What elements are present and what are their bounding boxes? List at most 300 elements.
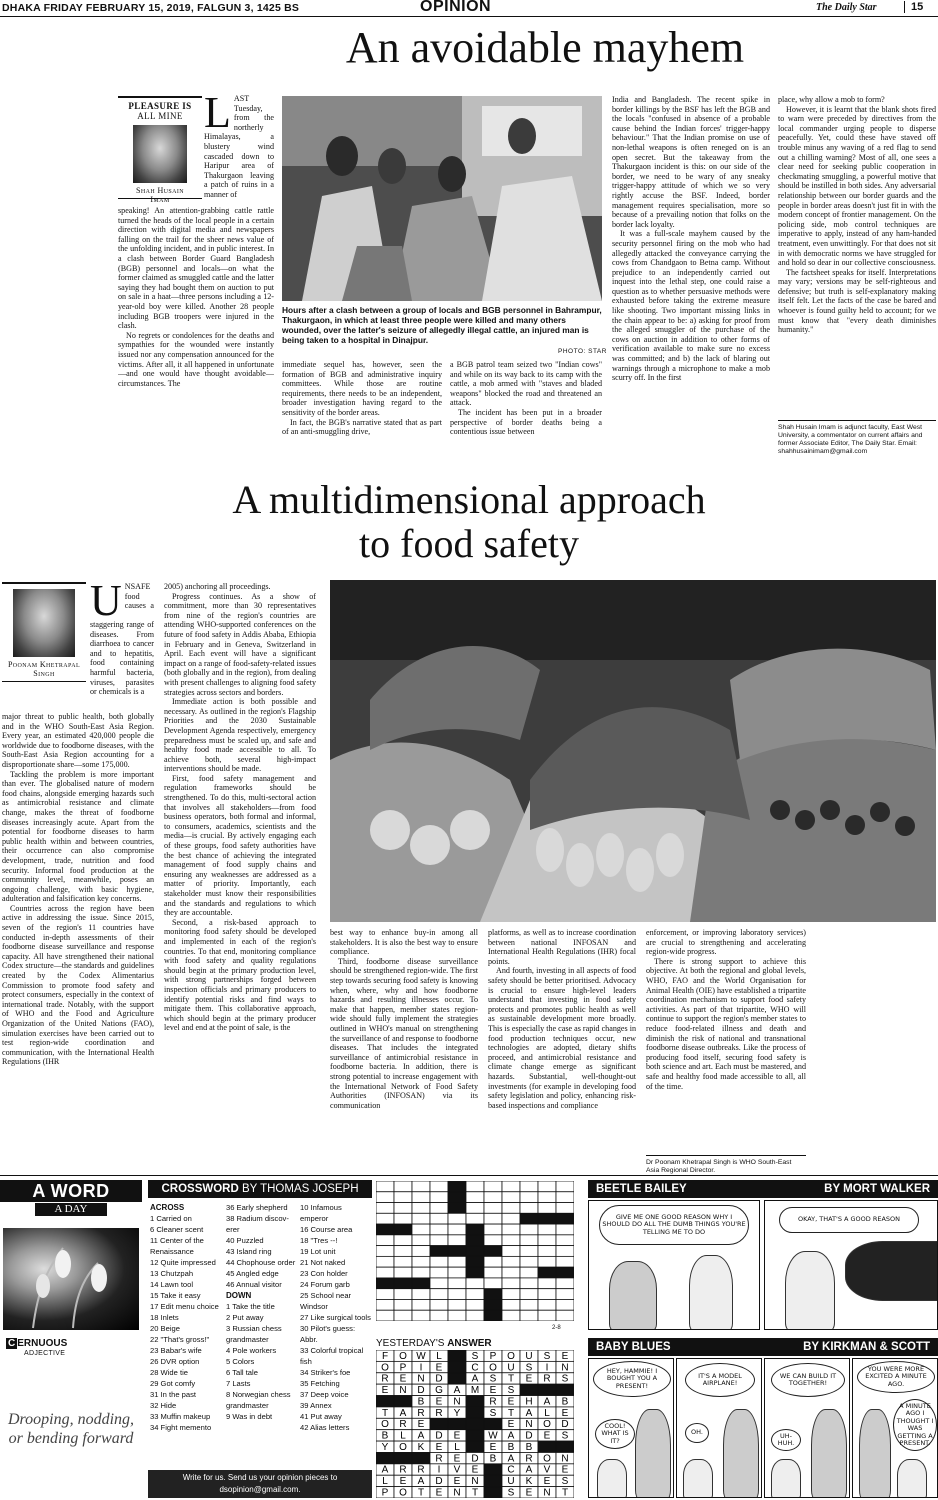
answer-letter: N [453,1396,461,1408]
baby-blues-strip [588,1338,938,1498]
clue: 27 Like surgical tools [300,1313,371,1322]
grid-cell[interactable] [502,1299,520,1310]
answer-cell [448,1418,466,1429]
answer-letter: D [417,1385,425,1397]
grid-cell[interactable] [430,1235,448,1246]
article2-author-box [2,582,86,682]
grid-cell[interactable] [556,1213,574,1224]
grid-cell[interactable] [556,1299,574,1310]
grid-cell[interactable] [484,1192,502,1203]
paragraph: In fact, the BGB's narrative stated that as part of an anti-smuggling drive, [282,417,442,437]
article1-col1 [118,206,274,456]
answer-letter: N [525,1419,533,1431]
grid-cell[interactable] [484,1256,502,1267]
lead-text: AST Tuesday, from the northerly Himalayas, a blustery wind cascaded down to Haripur area of Thakurgaon leaving a patch of ruins in a manner of [204,94,274,199]
masthead [0,0,938,17]
answer-cell [448,1361,466,1372]
clues-col1 [150,1202,224,1433]
article1-author-bio: Shah Husain Imam is adjunct faculty, East West University, a commentator on current affairs and former Associate Editor, The Daily Star. Email: shahhusainimam@gmail.com [778,420,936,456]
grid-cell[interactable] [376,1192,394,1203]
grid-cell[interactable] [466,1310,484,1321]
comic-panel [764,1358,850,1498]
answer-letter: A [453,1385,461,1397]
grid-cell[interactable] [412,1224,430,1235]
paragraph: 2005) anchoring all proceedings. [164,582,271,591]
answer-letter: Y [453,1407,461,1419]
grid-cell[interactable] [502,1192,520,1203]
grid-cell[interactable] [502,1267,520,1278]
clue: 2 Put away [226,1313,264,1322]
down-label: DOWN [226,1291,252,1300]
grid-cell[interactable] [376,1310,394,1321]
answer-cell [394,1452,412,1463]
answer-letter: O [543,1453,551,1465]
grid-cell[interactable] [430,1181,448,1192]
grid-cell[interactable] [556,1278,574,1289]
answer-letter: H [525,1396,533,1408]
speech-bubble: UH-HUH. [771,1429,801,1451]
answer-letter: N [417,1373,425,1385]
grid-cell[interactable] [394,1289,412,1300]
answer-heading [376,1338,492,1349]
article1-photo [282,96,602,301]
grid-cell[interactable] [448,1203,466,1214]
grid-cell[interactable] [448,1224,466,1235]
grid-cell[interactable] [466,1278,484,1289]
answer-letter: D [435,1430,443,1442]
grid-cell[interactable] [538,1246,556,1257]
answer-letter: E [435,1362,443,1374]
grid-cell[interactable] [538,1181,556,1192]
grid-cell[interactable] [448,1289,466,1300]
grid-cell[interactable] [412,1246,430,1257]
grid-cell[interactable] [520,1181,538,1192]
clue: Abbr. [300,1335,318,1344]
author-name-line2: Singh [33,669,55,678]
grid-cell[interactable] [394,1310,412,1321]
answer-letter: O [381,1362,389,1374]
grid-date: 2-8 [552,1325,561,1331]
grid-cell[interactable] [502,1310,520,1321]
grid-cell[interactable] [430,1278,448,1289]
clue: Windsor [300,1302,328,1311]
word-term-initial: C [8,1338,16,1349]
speech-bubble: GIVE ME ONE GOOD REASON WHY I SHOULD DO ALL THE DUMB THINGS YOU'RE TELLING ME TO DO [599,1205,749,1245]
answer-letter: L [454,1441,460,1453]
sarge-fist [845,1241,938,1301]
clue: fish [300,1357,312,1366]
comic-panel [852,1358,938,1498]
clue: grandmaster [226,1401,269,1410]
clue: 25 School near [300,1291,352,1300]
grid-cell[interactable] [376,1299,394,1310]
grid-cell[interactable] [538,1299,556,1310]
sarge-figure [609,1261,657,1330]
grid-cell[interactable] [538,1192,556,1203]
grid-cell[interactable] [376,1224,394,1235]
grid-cell[interactable] [466,1289,484,1300]
grid-cell[interactable] [556,1310,574,1321]
answer-letter: E [561,1407,569,1419]
grid-cell[interactable] [376,1256,394,1267]
clue-list [150,1213,224,1433]
answer-letter: P [381,1487,389,1498]
grid-cell[interactable] [412,1310,430,1321]
grid-cell[interactable] [484,1310,502,1321]
grid-cell[interactable] [502,1278,520,1289]
grid-cell[interactable] [430,1203,448,1214]
grid-cell[interactable] [376,1289,394,1300]
clue: 45 Angled edge [226,1269,279,1278]
clue: 32 Hide [150,1401,177,1410]
answer-letter: A [417,1476,425,1488]
answer-cell [520,1384,538,1395]
grid-cell[interactable] [430,1246,448,1257]
grid-cell[interactable] [412,1181,430,1192]
answer-letter: D [561,1419,569,1431]
answer-letter: E [561,1350,569,1362]
grid-cell[interactable] [466,1267,484,1278]
grid-cell[interactable] [376,1278,394,1289]
grid-cell[interactable] [394,1181,412,1192]
grid-cell[interactable] [484,1289,502,1300]
answer-cell [430,1418,448,1429]
grid-cell[interactable] [448,1181,466,1192]
grid-cell[interactable] [412,1235,430,1246]
clue: 43 Island ring [226,1247,272,1256]
answer-letter: S [561,1430,569,1442]
grid-cell[interactable] [520,1278,538,1289]
clue: 24 Forum garb [300,1280,350,1289]
answer-letter: A [507,1453,515,1465]
answer-cell [484,1418,502,1429]
crossword-byline: BY THOMAS JOSEPH [241,1183,359,1195]
strip-title: BEETLE BAILEY [596,1183,687,1195]
hammie-figure [597,1459,627,1498]
grid-cell[interactable] [412,1267,430,1278]
answer-letter: E [453,1430,461,1442]
grid-cell[interactable] [538,1256,556,1267]
answer-letter: O [543,1419,551,1431]
grid-cell[interactable] [466,1299,484,1310]
dropcap: U [90,582,122,625]
strip-header [588,1180,938,1198]
grid-cell[interactable] [430,1224,448,1235]
grid-cell[interactable] [520,1267,538,1278]
answer-letter: K [417,1441,425,1453]
clue: 6 Tall tale [226,1368,258,1377]
clue: 23 Con holder [300,1269,348,1278]
grid-cell[interactable] [484,1246,502,1257]
grid-cell[interactable] [466,1203,484,1214]
grid-cell[interactable] [520,1256,538,1267]
dad-figure [723,1409,759,1498]
answer-letter: M [470,1385,480,1397]
grid-cell[interactable] [556,1267,574,1278]
grid-cell[interactable] [394,1267,412,1278]
grid-cell[interactable] [448,1278,466,1289]
clue: 39 Annex [300,1401,332,1410]
grid-cell[interactable] [520,1246,538,1257]
grid-cell[interactable] [484,1213,502,1224]
grid-cell[interactable] [502,1246,520,1257]
grid-cell[interactable] [520,1235,538,1246]
column-subname: ALL MINE [137,111,183,121]
clue: 3 Russian chess [226,1324,282,1333]
answer-letter: W [416,1350,426,1362]
article2-col5 [646,928,806,1153]
grid-cell[interactable] [466,1224,484,1235]
grid-cell[interactable] [448,1310,466,1321]
grid-cell[interactable] [394,1213,412,1224]
speech-bubble: A MINUTE AGO I THOUGHT I WAS GETTING A PRESENT. [893,1399,937,1451]
answer-letter: R [543,1373,551,1385]
answer-letter: T [561,1487,569,1498]
clue: 29 Got comfy [150,1379,196,1388]
answer-letter: O [399,1487,407,1498]
grid-cell[interactable] [376,1246,394,1257]
article1-author-box [118,96,202,204]
grid-cell[interactable] [520,1192,538,1203]
grid-cell[interactable] [430,1192,448,1203]
answer-letter: N [453,1487,461,1498]
article1-headline: An avoidable mayhem [345,23,745,72]
grid-cell[interactable] [484,1267,502,1278]
grid-cell[interactable] [502,1203,520,1214]
grid-cell[interactable] [466,1213,484,1224]
grid-cell[interactable] [394,1224,412,1235]
grid-cell[interactable] [430,1267,448,1278]
article1-col2 [282,360,442,460]
grid-cell[interactable] [538,1310,556,1321]
comic-panel [676,1358,762,1498]
grid-cell[interactable] [412,1203,430,1214]
comic-panel [588,1200,760,1330]
grid-cell[interactable] [556,1256,574,1267]
answer-letter: K [525,1476,533,1488]
grid-cell[interactable] [520,1203,538,1214]
grid-cell[interactable] [520,1289,538,1300]
grid-cell[interactable] [412,1192,430,1203]
paragraph: The incident has been put in a broader perspective of border deaths being a contentious issue between [450,407,602,437]
grid-cell[interactable] [394,1192,412,1203]
page-number: 15 [904,1,923,13]
crossword-clues [148,1180,372,1498]
grid-cell[interactable] [412,1299,430,1310]
strip-header [588,1338,938,1356]
grid-cell[interactable] [394,1235,412,1246]
grid-cell[interactable] [412,1213,430,1224]
paragraph: And fourth, investing in all aspects of food safety should be better prioritised. Advocacy is crucial to ensure high-level leaders understand that investing in food safety protects and promotes public health as well as sustainable development more broadly. This is especially the case as rapid changes in food production techniques occur, new technologies are adopted, dietary shifts proceed, and antimicrobial resistance and climate change emerge as significant hazards. Substantial, well-thought-out investments (for example in developing food safety legislation and policy, enhancing risk-based inspections and compliance [488,966,636,1110]
answer-cell [556,1441,574,1452]
answer-cell [538,1384,556,1395]
paragraph: Second, a risk-based approach to monitoring food safety should be developed and implemented in each of the region's countries. To that end, monitoring compliance with food safety and quality regulations should begin at the primary production level, with strong partnerships forged between inspection officials and primary producers to identify potential risks and find ways to mitigate them. This collaborative approach, which should begin at the primary producer level and end at the point of sale, is the [164,917,316,1033]
article2-author-bio: Dr Poonam Khetrapal Singh is WHO South-East Asia Regional Director. [646,1155,806,1175]
grid-cell[interactable] [448,1256,466,1267]
grid-cell[interactable] [448,1267,466,1278]
grid-cell[interactable] [466,1181,484,1192]
clue: 1 Take the title [226,1302,275,1311]
grid-cell[interactable] [520,1299,538,1310]
grid-cell[interactable] [556,1203,574,1214]
grid-cell[interactable] [484,1224,502,1235]
grid-cell[interactable] [448,1213,466,1224]
grid-cell[interactable] [376,1267,394,1278]
clue: 18 "Tres --! [300,1236,338,1245]
answer-letter: S [471,1350,479,1362]
footer-line2: dsopinion@gmail.com. [219,1485,301,1494]
answer-letter: T [507,1373,515,1385]
answer-cell [556,1384,574,1395]
clue: 33 Muffin makeup [150,1412,211,1421]
clue-list [226,1202,298,1290]
grid-cell[interactable] [430,1310,448,1321]
grid-cell[interactable] [538,1289,556,1300]
answer-letter: A [525,1407,533,1419]
dad-figure [635,1409,671,1498]
grid-cell[interactable] [538,1224,556,1235]
grid-cell[interactable] [376,1203,394,1214]
grid-cell[interactable] [376,1213,394,1224]
clue: emperor [300,1214,329,1223]
grid-cell[interactable] [538,1235,556,1246]
paragraph: Third, foodborne disease surveillance should be strengthened region-wide. The first step towards securing food safety is knowing when, where, why and how foodborne hazards and resulting illnesses occur. To make that happen, member states region-wide should fully implement the strategies outlined in WHO's manual on strengthening the surveillance of and response to foodborne diseases. That includes the integrated surveillance of antimicrobial resistance in foodborne bacteria. In addition, there is strong potential to increase engagement with the International Network of Food Safety Authorities (INFOSAN) via its communication [330,956,478,1110]
author-portrait [13,589,75,657]
speech-bubble: IT'S A MODEL AIRPLANE! [685,1363,755,1397]
grid-cell[interactable] [484,1235,502,1246]
grid-cell[interactable] [538,1203,556,1214]
grid-cell[interactable] [466,1246,484,1257]
grid-cell[interactable] [538,1267,556,1278]
clue: 36 Early shepherd [226,1203,288,1212]
word-term-rest: ERNUOUS [17,1338,68,1349]
answer-letter: A [507,1430,515,1442]
grid-cell[interactable] [448,1235,466,1246]
grid-cell[interactable] [484,1181,502,1192]
grid-cell[interactable] [430,1289,448,1300]
grid-cell[interactable] [394,1203,412,1214]
answer-letter: A [471,1373,479,1385]
clue: 12 Quite impressed [150,1258,216,1267]
grid-cell[interactable] [412,1278,430,1289]
grid-cell[interactable] [502,1256,520,1267]
grid-cell[interactable] [556,1181,574,1192]
grid-cell[interactable] [448,1192,466,1203]
grid-cell[interactable] [538,1213,556,1224]
grid-cell[interactable] [484,1299,502,1310]
hammie-figure [771,1459,801,1498]
answer-letter: S [489,1373,497,1385]
grid-cell[interactable] [484,1278,502,1289]
grid-cell[interactable] [412,1256,430,1267]
answer-letter: D [435,1476,443,1488]
grid-cell[interactable] [448,1246,466,1257]
answer-letter: S [507,1487,515,1498]
answer-letter: T [381,1407,389,1419]
answer-cell [484,1487,502,1498]
answer-letter: E [399,1476,407,1488]
grid-cell[interactable] [502,1289,520,1300]
clue: 31 In the past [150,1390,197,1399]
answer-letter: U [507,1362,515,1374]
grid-cell[interactable] [466,1192,484,1203]
grid-cell[interactable] [556,1246,574,1257]
clue: 22 "That's gross!" [150,1335,210,1344]
answer-letter: T [471,1487,479,1498]
grid-cell[interactable] [412,1289,430,1300]
grid-cell[interactable] [394,1256,412,1267]
clue: 7 Lasts [226,1379,251,1388]
answer-letter: E [399,1373,407,1385]
clue: 10 Infamous [300,1203,342,1212]
speech-bubble: HEY, HAMMIE! I BOUGHT YOU A PRESENT! [593,1361,671,1397]
clue: 11 Center of the [150,1236,204,1245]
comic-panel [588,1358,674,1498]
grid-cell[interactable] [394,1278,412,1289]
clue: 33 Colorful tropical [300,1346,364,1355]
grid-cell[interactable] [502,1235,520,1246]
grid-cell[interactable] [466,1256,484,1267]
grid-cell[interactable] [556,1224,574,1235]
grid-cell[interactable] [538,1278,556,1289]
grid-cell[interactable] [394,1299,412,1310]
clue: 4 Pole workers [226,1346,277,1355]
clue: 15 Take it easy [150,1291,201,1300]
word-term [6,1338,67,1349]
grid-cell[interactable] [448,1299,466,1310]
crossword-grid[interactable] [376,1181,574,1321]
grid-cell[interactable] [520,1213,538,1224]
clue: 34 Fight memento [150,1423,212,1432]
clue: 1 Carried on [150,1214,192,1223]
grid-cell[interactable] [556,1289,574,1300]
paragraph: a BGB patrol team seized two "Indian cows" and while on its way back to its camp with the cattle, a mob armed with "staves and bladed weapons" blocked the road and threatened an attack. [450,360,602,408]
answer-letter: E [525,1373,533,1385]
answer-letter: Y [381,1441,389,1453]
speech-bubble: OH. [685,1423,709,1443]
strip-author: BY MORT WALKER [824,1183,930,1195]
paragraph: Tackling the problem is more important than ever. The globalised nature of modern food chains, alongside emerging hazards such as antimicrobial resistance and climate change, makes the threat of foodborne diseases increasingly acute. Apart from the potential for foodborne diseases to harm public health within and between countries, their occurrence can also compromise development, trade, nutrition and food security. Informal food production at the community level, meanwhile, poses an ongoing challenge, with basic hygiene, adulteration and falsification key concerns. [2,769,154,904]
answer-letter: E [489,1385,497,1397]
grid-cell[interactable] [502,1213,520,1224]
article2-photo [330,580,936,922]
answer-letter: R [525,1453,533,1465]
answer-letter: P [489,1350,497,1362]
article1-col4 [612,95,770,460]
grid-cell[interactable] [556,1192,574,1203]
grid-cell[interactable] [484,1203,502,1214]
answer-cell [376,1396,394,1407]
answer-letter: N [471,1476,479,1488]
grid-cell[interactable] [502,1224,520,1235]
beetle-figure [785,1251,835,1330]
answer-letter: E [507,1396,515,1408]
grid-cell[interactable] [520,1310,538,1321]
grid-cell[interactable] [430,1299,448,1310]
clue-list [300,1202,372,1433]
grid-cell[interactable] [556,1235,574,1246]
grid-cell[interactable] [430,1256,448,1267]
grid-cell[interactable] [394,1246,412,1257]
grid-cell[interactable] [376,1235,394,1246]
grid-cell[interactable] [502,1181,520,1192]
grid-cell[interactable] [376,1181,394,1192]
clue: 6 Cleaner scent [150,1225,204,1234]
grid-cell[interactable] [430,1213,448,1224]
grid-cell[interactable] [466,1235,484,1246]
answer-letter: U [525,1350,533,1362]
grid-cell[interactable] [520,1224,538,1235]
